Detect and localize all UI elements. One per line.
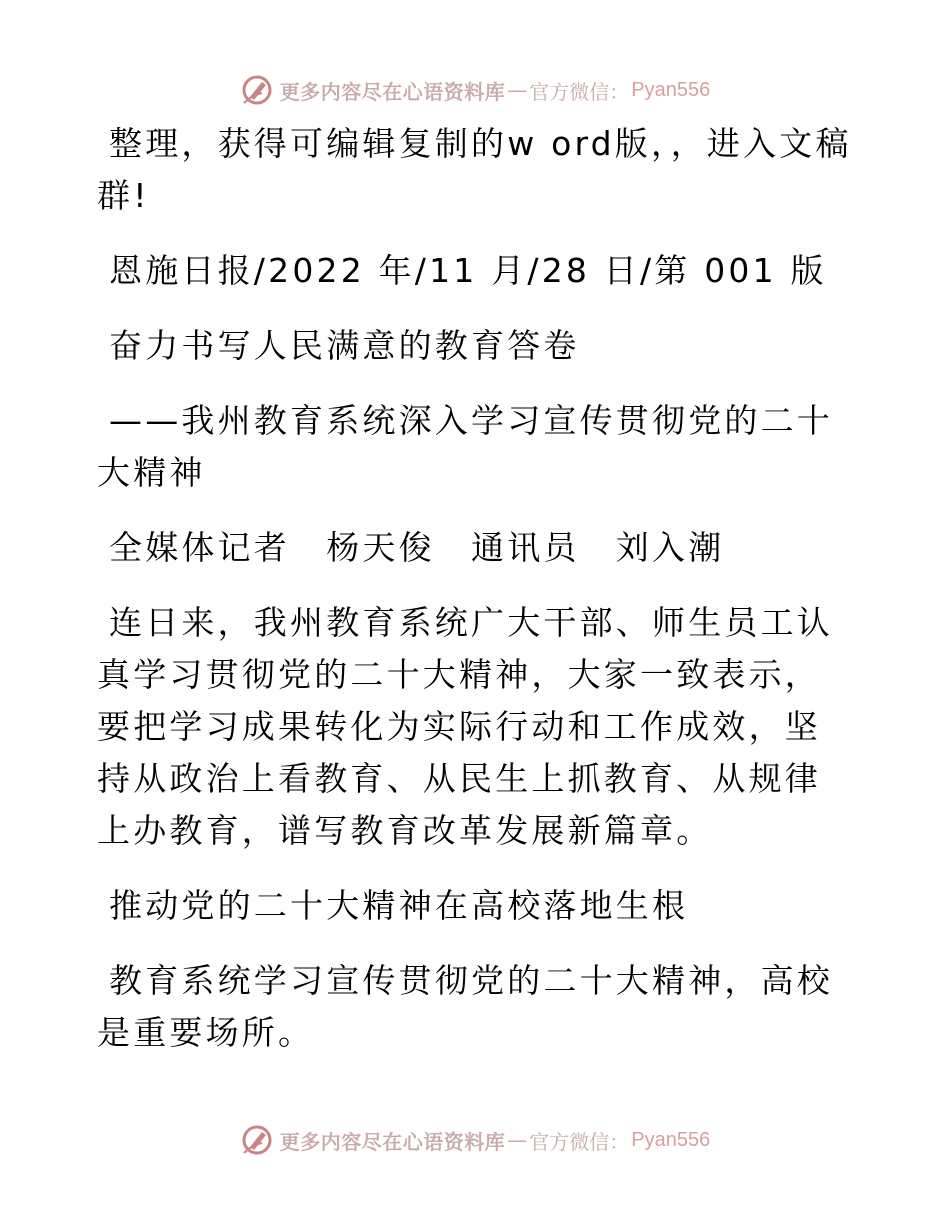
watermark-wechat-id: Pyan556 (631, 78, 711, 101)
pen-logo-icon (240, 1123, 274, 1157)
footer-watermark (0, 1120, 950, 1160)
article-subtitle: ——我州教育系统深入学习宣传贯彻党的二十大精神 (97, 401, 833, 492)
body-paragraph: 教育系统学习宣传贯彻党的二十大精神，高校是重要场所。 (97, 961, 833, 1052)
intro-paragraph: 整理，获得可编辑复制的w ord版，，进入文稿群! (97, 124, 852, 215)
watermark-separator: — (507, 1128, 528, 1152)
watermark-site-text: 更多内容尽在心语资料库 (279, 79, 506, 104)
watermark-official-text: 官方微信： (529, 1129, 630, 1154)
source-line: 恩施日报/2022 年/11 月/28 日/第 001 版 (109, 251, 827, 290)
byline: 全媒体记者 杨天俊 通讯员 刘入潮 (109, 528, 725, 567)
body-paragraph: 连日来，我州教育系统广大干部、师生员工认真学习贯彻党的二十大精神，大家一致表示，要把学习成果转化为实际行动和工作成效，坚持从政治上看教育、从民生上抓教育、从规律上办教育，谱写教育改革发展新篇章。 (97, 603, 833, 850)
watermark-official-text: 官方微信： (529, 79, 630, 104)
article-title: 奋力书写人民满意的教育答卷 (109, 326, 580, 365)
document-body (97, 118, 857, 1082)
pen-logo-icon (240, 73, 274, 107)
watermark-wechat-id: Pyan556 (631, 1128, 711, 1151)
header-watermark (0, 70, 950, 110)
watermark-site-text: 更多内容尽在心语资料库 (279, 1129, 506, 1154)
section-heading: 推动党的二十大精神在高校落地生根 (109, 886, 689, 925)
watermark-separator: — (507, 78, 528, 102)
